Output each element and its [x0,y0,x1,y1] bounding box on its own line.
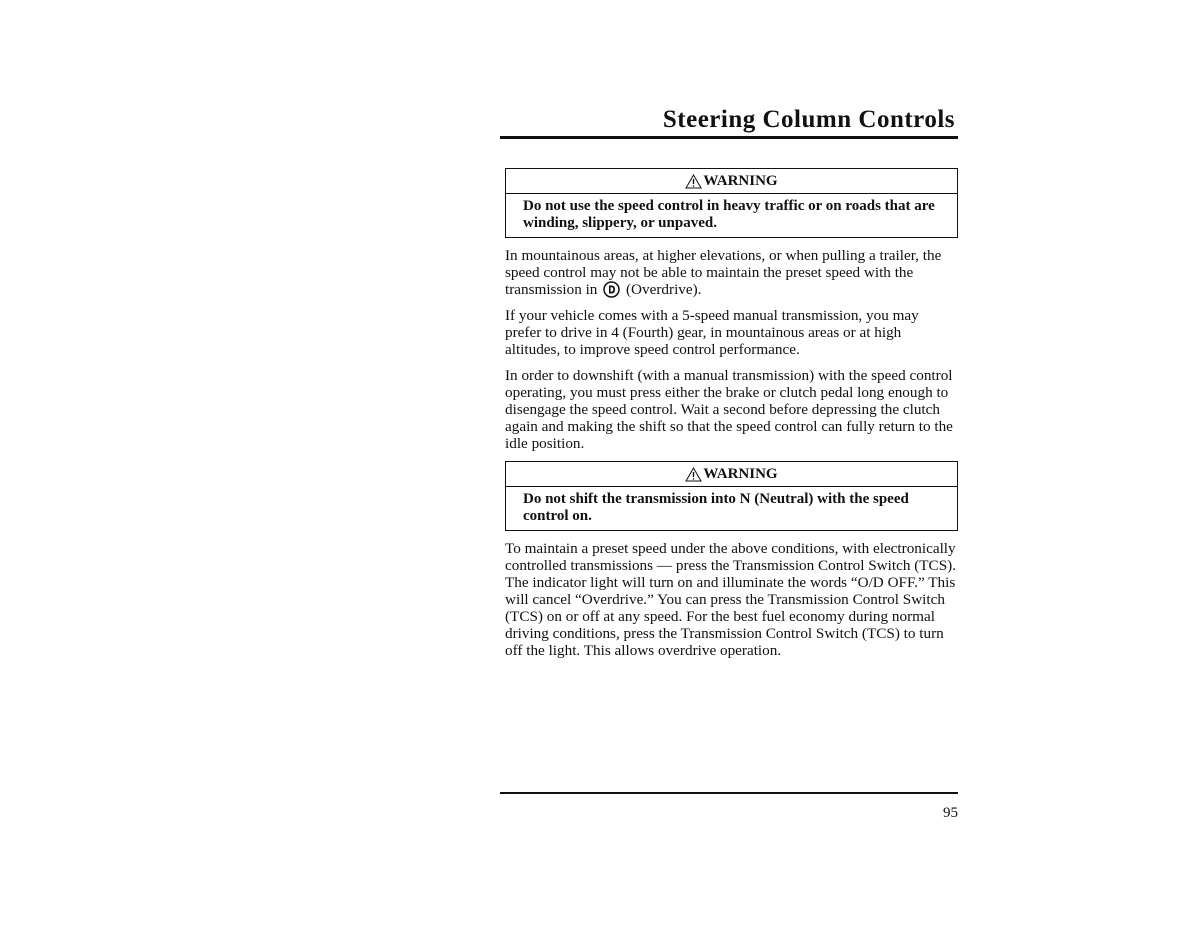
page-number: 95 [943,805,958,821]
warning-triangle-icon [685,174,702,189]
paragraph-text: In mountainous areas, at higher elevations, or when pulling a trailer, the speed control may not be able to maintain the preset speed with the transmission in [505,247,942,298]
warning-text: Do not shift the transmission into N (Neutral) with the speed control on. [523,491,909,524]
title-rule [500,136,958,139]
footer-rule [500,792,958,794]
paragraph-text: (Overdrive). [626,281,702,298]
paragraph-tcs: To maintain a preset speed under the above conditions, with electronically controlled transmissions — press the Transmission Control Switch (TCS). The indicator light will turn on and illuminate the words “O/D OFF.” This will cancel “Overdrive.” You can press the Transmission Control Switch (TCS) on or off at any speed. For the best fuel economy during normal driving conditions, press the Transmission Control Switch (TCS) to turn off the light. This allows overdrive operation. [505,540,956,659]
overdrive-d-icon [603,281,620,298]
warning-box-neutral [505,461,958,531]
paragraph-downshift: In order to downshift (with a manual transmission) with the speed control operating, you must press either the brake or clutch pedal long enough to disengage the speed control. Wait a second before depressing the clutch again and making the shift so that the speed control can fully return to the idle position. [505,367,953,452]
warning-triangle-icon [685,467,702,482]
warning-heading [506,169,957,194]
warning-heading-text: WARNING [703,466,778,482]
warning-text: Do not use the speed control in heavy traffic or on roads that are winding, slippery, or unpaved. [523,198,935,231]
warning-heading [506,462,957,487]
warning-box-speed-control [505,168,958,238]
warning-heading-text: WARNING [703,173,778,189]
paragraph-mountainous [505,247,958,298]
page-title: Steering Column Controls [662,106,955,133]
page-content [505,168,958,668]
paragraph-manual-transmission: If your vehicle comes with a 5-speed manual transmission, you may prefer to drive in 4 (Fourth) gear, in mountainous areas or at high altitudes, to improve speed control performance. [505,307,919,358]
